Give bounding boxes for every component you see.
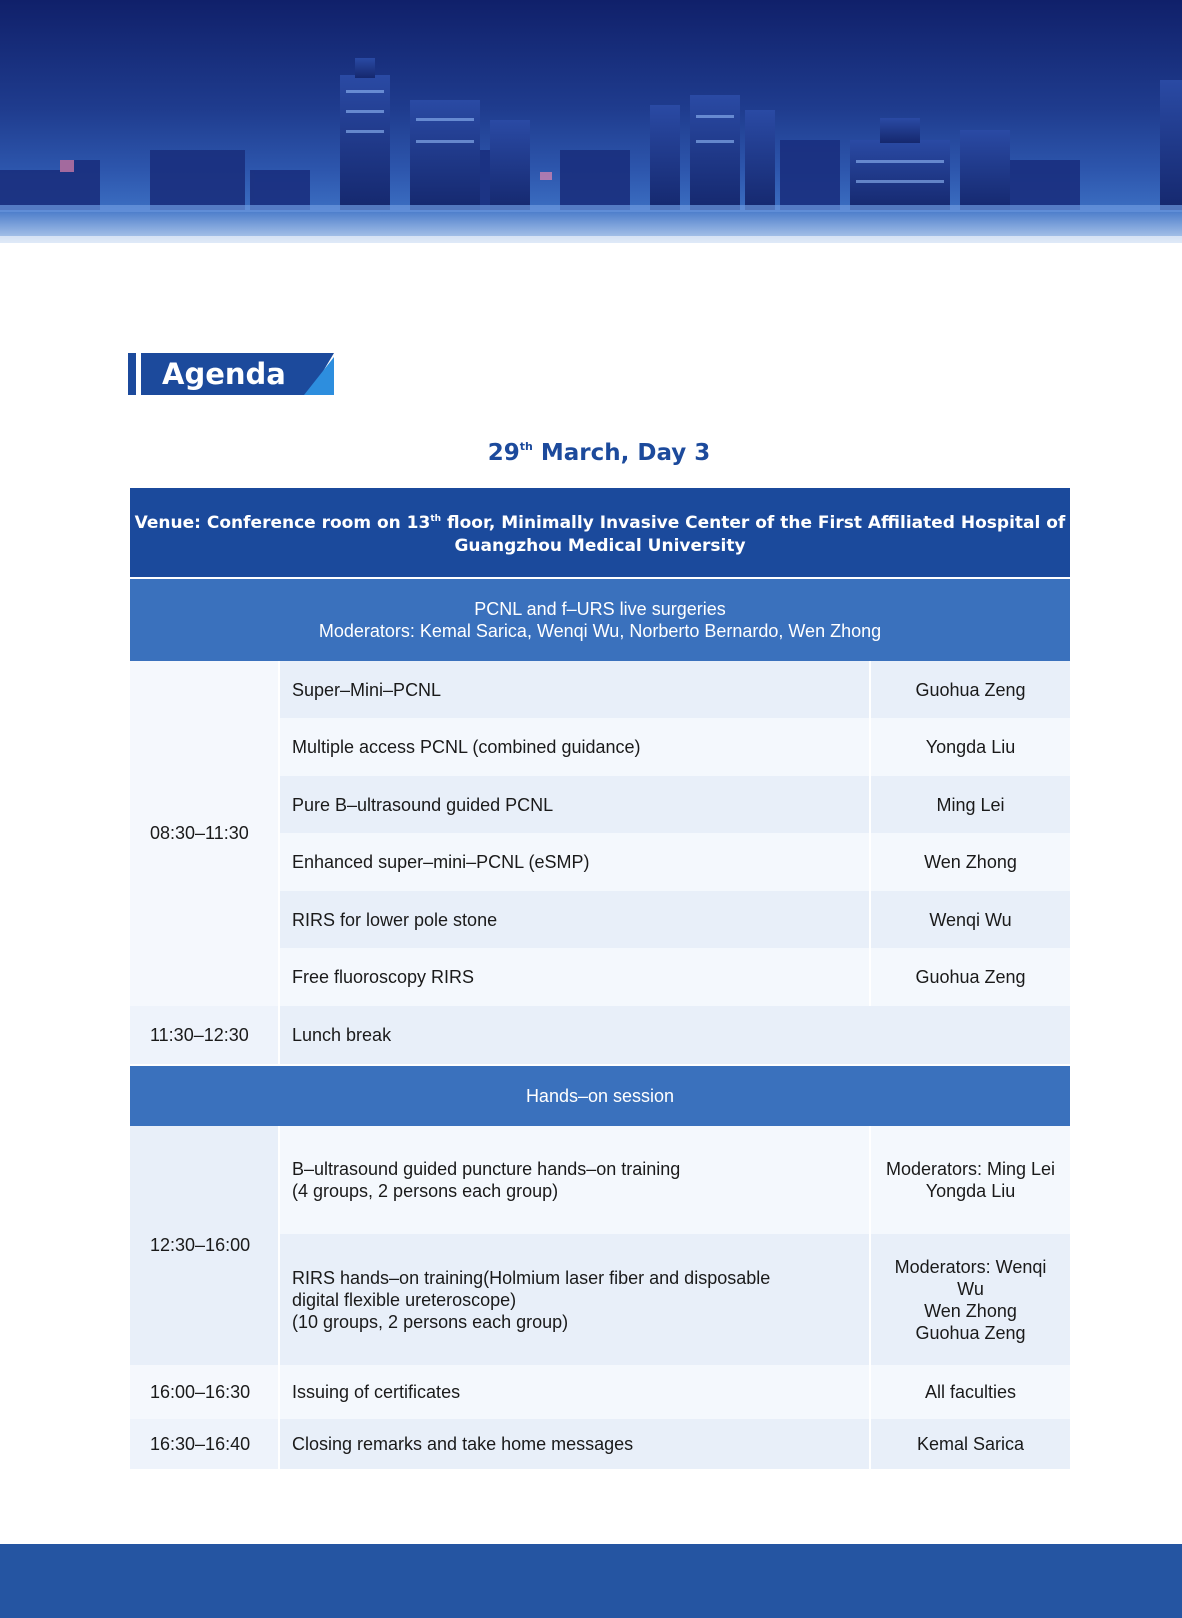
date-day: 29 [487, 440, 520, 466]
topic-line: (10 groups, 2 persons each group) [292, 1311, 569, 1332]
venue-line-1-rest: floor, Minimally Invasive Center of the First Affiliated Hospital of [441, 512, 1066, 533]
agenda-speaker: Wenqi Wu [871, 891, 1070, 948]
date-suffix: th [519, 440, 533, 453]
date-rest: March, Day 3 [532, 440, 711, 466]
agenda-topic: Closing remarks and take home messages [280, 1419, 871, 1469]
agenda-speaker [871, 1234, 1070, 1365]
agenda-topic: Multiple access PCNL (combined guidance) [280, 718, 871, 776]
topic-line: B–ultrasound guided puncture hands–on training [292, 1159, 681, 1179]
agenda-speaker: Wen Zhong [871, 833, 1070, 891]
agenda-speaker: Guohua Zeng [871, 948, 1070, 1006]
speaker-line: Wen Zhong [924, 1300, 1017, 1321]
speaker-line: Guohua Zeng [915, 1322, 1026, 1343]
speaker-line: Wu [957, 1278, 984, 1299]
tag-accent-bar [128, 353, 136, 395]
speaker-line: Moderators: Wenqi [894, 1256, 1047, 1277]
agenda-speaker: All faculties [871, 1365, 1070, 1419]
time-slot: 16:30–16:40 [130, 1419, 280, 1469]
agenda-speaker: Kemal Sarica [871, 1419, 1070, 1469]
session-header-hands-on [130, 1064, 1070, 1126]
agenda-topic: RIRS for lower pole stone [280, 891, 871, 948]
time-slot: 12:30–16:00 [130, 1126, 280, 1365]
agenda-topic: Pure B–ultrasound guided PCNL [280, 776, 871, 833]
agenda-section-tag [128, 353, 334, 395]
agenda-topic: Lunch break [280, 1006, 1070, 1064]
venue-line-1-text: Venue: Conference room on 13 [134, 512, 431, 533]
speaker-line: Moderators: Ming Lei [885, 1159, 1056, 1179]
venue-header [130, 488, 1070, 577]
session-moderators: Moderators: Kemal Sarica, Wenqi Wu, Norberto Bernardo, Wen Zhong [318, 621, 882, 641]
topic-line: digital flexible ureteroscope) [292, 1289, 517, 1310]
time-slot: 08:30–11:30 [130, 661, 280, 1006]
agenda-topic: Free fluoroscopy RIRS [280, 948, 871, 1006]
closing-row [130, 1419, 1070, 1469]
session-header-live-surgeries [130, 577, 1070, 661]
agenda-speaker [871, 1126, 1070, 1234]
agenda-topic: Issuing of certificates [280, 1365, 871, 1419]
agenda-speaker: Ming Lei [871, 776, 1070, 833]
agenda-speaker: Yongda Liu [871, 718, 1070, 776]
time-slot: 16:00–16:30 [130, 1365, 280, 1419]
lunch-row [130, 1006, 1070, 1064]
certificates-row [130, 1365, 1070, 1419]
session-2-rows [130, 1126, 1070, 1365]
agenda-topic [280, 1126, 871, 1234]
time-slot: 11:30–12:30 [130, 1006, 280, 1064]
header-banner [0, 0, 1182, 243]
session-title: PCNL and f–URS live surgeries [474, 599, 726, 619]
footer-band [0, 1544, 1182, 1618]
topic-line: RIRS hands–on training(Holmium laser fiber and disposable [292, 1267, 771, 1288]
agenda-topic: Enhanced super–mini–PCNL (eSMP) [280, 833, 871, 891]
agenda-table [130, 488, 1070, 1469]
city-skyline-image [0, 0, 1182, 243]
session-1-rows [130, 661, 1070, 1006]
venue-line-1 [135, 508, 1066, 535]
venue-floor-suffix: th [430, 513, 442, 524]
agenda-topic: Super–Mini–PCNL [280, 661, 871, 718]
date-heading [0, 440, 1182, 466]
session-title: Hands–on session [525, 1086, 675, 1106]
agenda-topic [280, 1234, 871, 1365]
topic-line: (4 groups, 2 persons each group) [292, 1181, 559, 1201]
agenda-heading: Agenda [162, 357, 286, 391]
venue-line-2: Guangzhou Medical University [454, 535, 746, 556]
speaker-line: Yongda Liu [925, 1181, 1016, 1201]
agenda-speaker: Guohua Zeng [871, 661, 1070, 718]
